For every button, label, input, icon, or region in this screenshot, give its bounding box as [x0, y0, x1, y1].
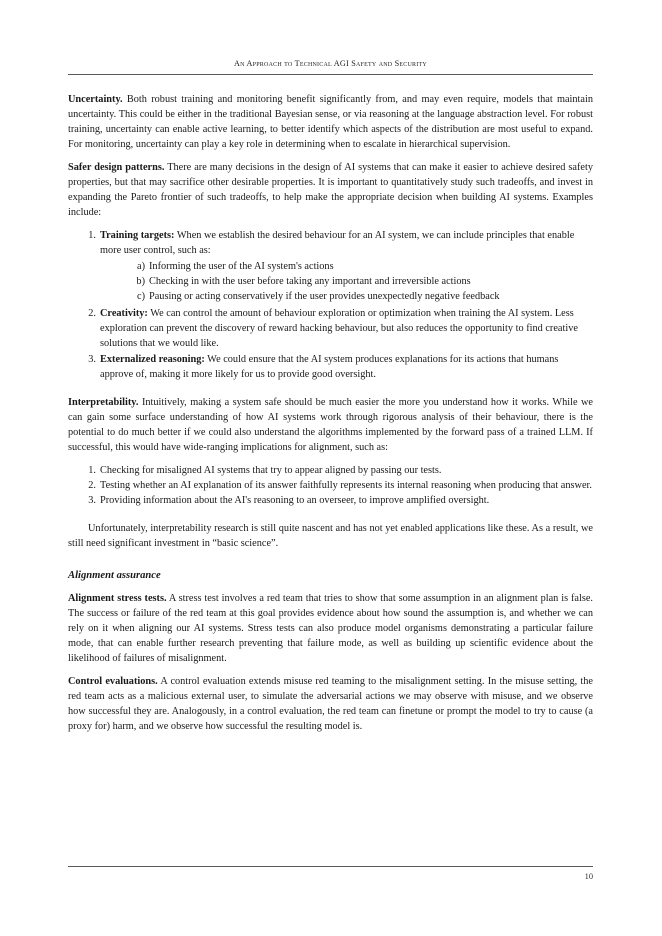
paragraph-text-uncertainty: Both robust training and monitoring benefit significantly from, and may even require, models that maintain uncertainty. This could be either in the traditional Bayesian sense, or via reasoning at the language abstraction level. For robust training, uncertainty can enable active learning, to better identify which aspects of the distribution are most useful to expand. For monitoring, uncertainty can play a key role in determining when to escalate in hierarchical supervision. [68, 94, 593, 151]
paragraph-interpretability-closing: Unfortunately, interpretability research is still quite nascent and has not yet enabled applications like these. As a result, we still need significant investment in “basic science”. [68, 522, 593, 549]
list-item-lead: Training targets: [100, 229, 175, 241]
list-item [68, 228, 593, 304]
list-marker: 1. [88, 464, 96, 476]
list-item [68, 352, 593, 382]
list-item [68, 306, 593, 351]
list-item-text: We could ensure that the AI system produces explanations for its actions that humans approve of, making it more likely for us to provide good oversight. [100, 353, 559, 380]
paragraph-lead-uncertainty: Uncertainty. [68, 94, 123, 105]
list-marker: 3. [88, 353, 96, 365]
list-item-text: When we establish the desired behaviour for an AI system, we can include principles that enable more user control, such as: [100, 229, 575, 256]
list-item-text: Checking for misaligned AI systems that try to appear aligned by passing our tests. [100, 464, 442, 476]
paragraph-lead-alignment-stress-tests: Alignment stress tests. [68, 593, 167, 605]
paragraph-text-interpretability: Intuitively, making a system safe should be much easier the more you understand how it works. While we can gain some surface understanding of how AI systems work through rigorous analysis of their behaviour, there is the potential to do much better if we could also understand the algorithms implemented by the forward pass of a trained LLM. If successful, this would have wide-ranging implications for alignment, such as: [68, 396, 593, 453]
paragraph-uncertainty [68, 92, 593, 152]
list-item [100, 274, 593, 289]
paragraph-interpretability [68, 395, 593, 455]
list-item [68, 478, 593, 493]
list-item-text: Testing whether an AI explanation of its answer faithfully represents its internal reasoning when producing that answer. [100, 479, 592, 491]
training-targets-sublist [100, 259, 593, 304]
list-item-text: Pausing or acting conservatively if the user provides unexpectedly negative feedback [149, 291, 500, 303]
paragraph-lead-interpretability: Interpretability. [68, 396, 139, 408]
list-item-text: Checking in with the user before taking any important and irreversible actions [149, 276, 471, 288]
paragraph-text-safer-design-patterns: There are many decisions in the design of AI systems that can make it easier to achieve desired safety properties, but that may sacrifice other desirable properties. It is important to quantitatively study such tradeoffs, and invest in expanding the Pareto frontier of such tradeoffs, to help make the appropriate decision when building AI systems. Examples include: [68, 161, 593, 219]
running-header: An Approach to Technical AGI Safety and Security [234, 59, 427, 68]
paragraph-alignment-stress-tests [68, 591, 593, 666]
paragraph-control-evaluations [68, 674, 593, 734]
page-number: 10 [584, 872, 593, 881]
list-item-text: Informing the user of the AI system's actions [149, 260, 334, 272]
list-item [100, 259, 593, 274]
list-item-lead: Externalized reasoning: [100, 353, 205, 365]
page-body [68, 92, 593, 734]
interpretability-implications-list [68, 463, 593, 508]
list-marker: a) [137, 260, 145, 272]
design-patterns-list [68, 228, 593, 382]
list-item-text: We can control the amount of behaviour exploration or optimization when training the AI system. Less exploration can prevent the discovery of reward hacking behaviour, but also reduces the opportunity to find creative solutions that we would like. [100, 308, 578, 350]
list-item-lead: Creativity: [100, 308, 148, 320]
list-item [68, 493, 593, 508]
section-heading-alignment-assurance: Alignment assurance [68, 570, 161, 582]
paragraph-text-control-evaluations: A control evaluation extends misuse red teaming to the misalignment setting. In the misuse setting, the red team acts as a malicious external user, to simulate the adversarial actions we may observe with misuse, and we observe how successful they are. Analogously, in a control evaluation, the red team can finetune or prompt the model to try to cause (a proxy for) harm, and we observe how successful the resulting model is. [68, 676, 593, 733]
paragraph-lead-control-evaluations: Control evaluations. [68, 676, 158, 687]
paragraph-lead-safer-design-patterns: Safer design patterns. [68, 161, 165, 173]
list-marker: 3. [88, 494, 96, 506]
list-marker: 1. [88, 229, 96, 241]
list-marker: 2. [88, 308, 96, 320]
list-marker: c) [137, 291, 145, 303]
list-item [100, 289, 593, 304]
list-item [68, 463, 593, 478]
list-item-text: Providing information about the AI's reasoning to an overseer, to improve amplified oversight. [100, 494, 490, 506]
footer-divider [68, 866, 593, 867]
paragraph-text-alignment-stress-tests: A stress test involves a red team that tries to show that some assumption in an alignment plan is false. The success or failure of the red team at this goal provides evidence about how sound the assumption is, and whether we can rely on it when aligning our AI systems. Stress tests can also produce model organisms demonstrating a particular failure mode, that can enable further research preventing that failure mode, as well as building up scientific evidence about the likelihood of failures of misalignment. [68, 593, 593, 665]
header-divider [68, 74, 593, 75]
list-marker: 2. [88, 479, 96, 491]
list-marker: b) [136, 276, 145, 288]
paragraph-safer-design-patterns [68, 160, 593, 220]
